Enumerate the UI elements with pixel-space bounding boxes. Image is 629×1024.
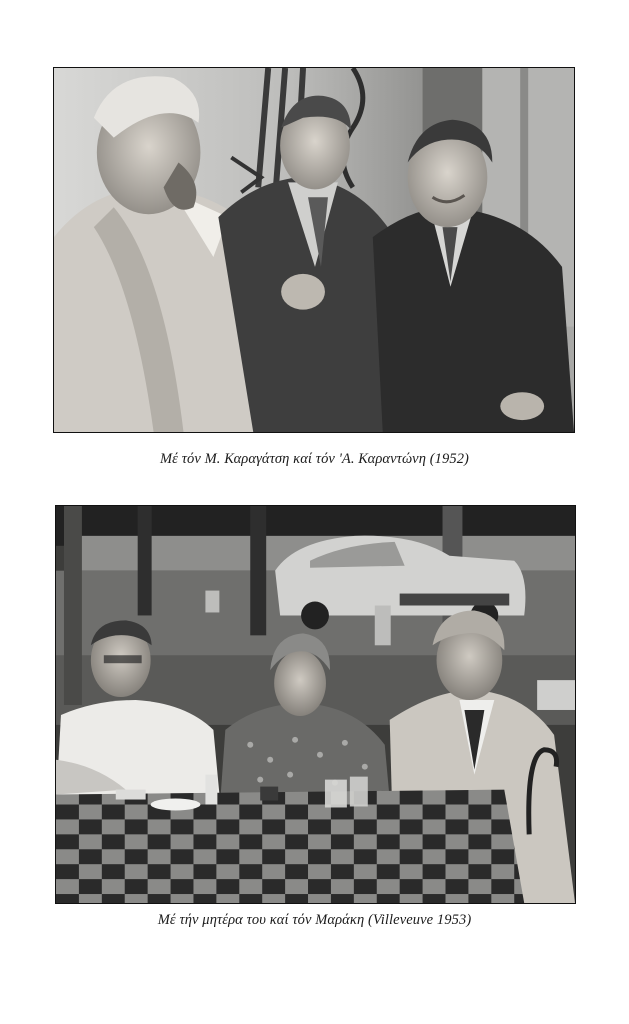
photograph-cafe-table xyxy=(55,505,576,904)
photo-caption-2: Μέ τήν μητέρα του καί τόν Μαράκη (Villeveuve 1953) xyxy=(157,912,472,928)
photograph-three-men xyxy=(53,67,575,433)
photo-three-men-image xyxy=(54,68,574,432)
photo-cafe-table-image xyxy=(56,506,575,903)
photo-caption-1: Μέ τόν Μ. Καραγάτση καί τόν 'Α. Καραντώνη (1952) xyxy=(160,451,469,467)
